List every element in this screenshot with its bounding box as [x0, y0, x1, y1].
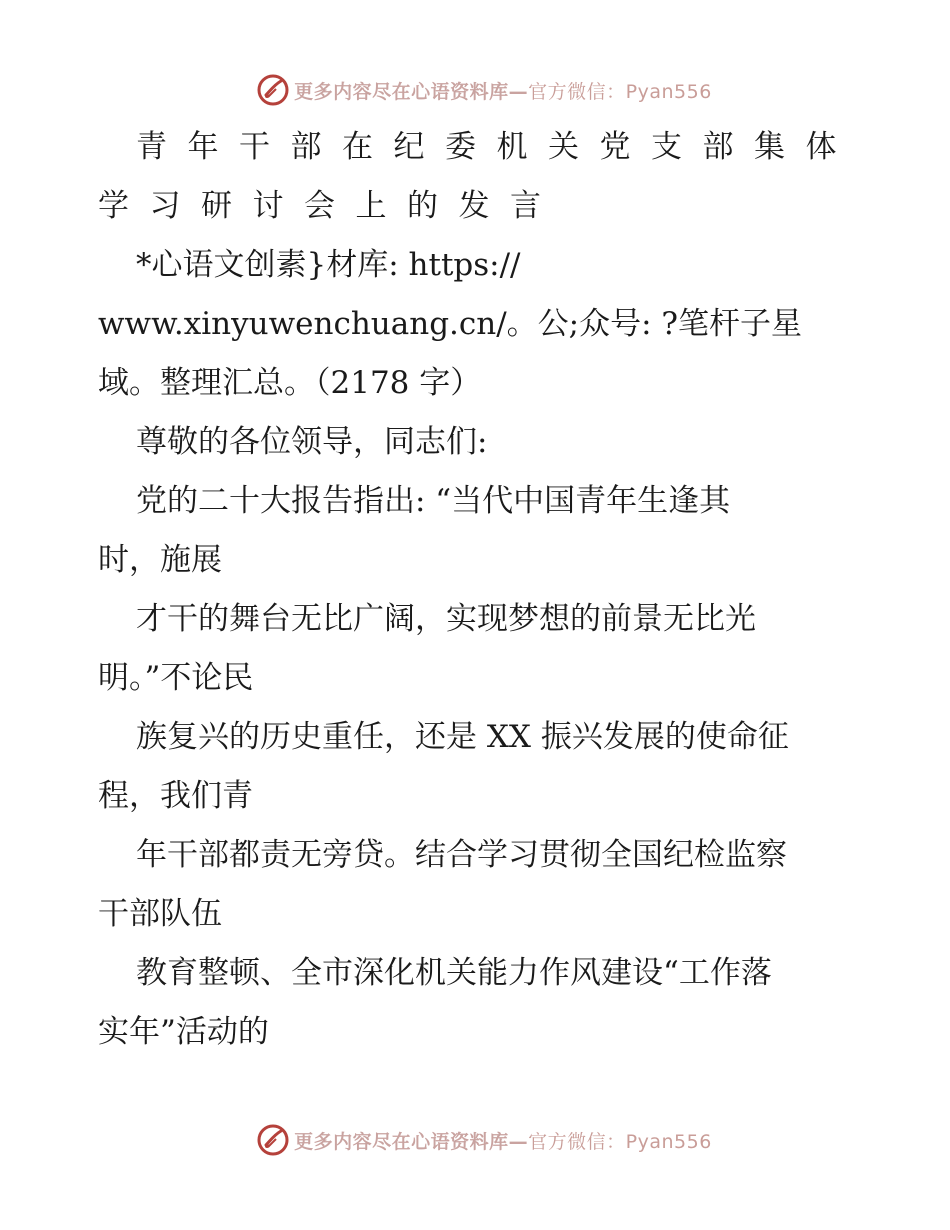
paragraph-line: 族复兴的历史重任，还是 XX 振兴发展的使命征: [136, 719, 789, 755]
document-title-line: 青年干部在纪委机关党支部集体: [136, 129, 857, 165]
paragraph-line: 教育整顿、全市深化机关能力作风建设“工作落: [136, 955, 772, 991]
document-title-line: 学习研讨会上的发言: [98, 188, 562, 224]
footer-banner: [0, 1118, 950, 1162]
pen-logo-icon: [256, 73, 290, 107]
paragraph-line: 干部队伍: [98, 896, 222, 932]
paragraph-line: *心语文创素}材库: https://: [136, 247, 521, 283]
paragraph-line: 尊敬的各位领导，同志们:: [136, 424, 488, 460]
banner-contact: 官方微信：Pyan556: [528, 80, 712, 103]
paragraph-line: www.xinyuwenchuang.cn/。公;众号: ?笔杆子星: [98, 306, 803, 342]
banner-title: 更多内容尽在心语资料库—: [294, 80, 529, 103]
paragraph-line: 实年”活动的: [98, 1014, 269, 1050]
paragraph-line: 时，施展: [98, 542, 222, 578]
paragraph-line: 明。”不论民: [98, 660, 254, 696]
paragraph-line: 才干的舞台无比广阔，实现梦想的前景无比光: [136, 601, 756, 637]
banner-title: 更多内容尽在心语资料库—: [294, 1130, 529, 1153]
document-body: [98, 118, 858, 1062]
paragraph-line: 党的二十大报告指出: “当代中国青年生逢其: [136, 483, 731, 519]
banner-contact: 官方微信：Pyan556: [528, 1130, 712, 1153]
pen-logo-icon: [256, 1123, 290, 1157]
paragraph-line: 年干部都责无旁贷。结合学习贯彻全国纪检监察: [136, 837, 787, 873]
header-banner: [0, 68, 950, 112]
paragraph-line: 程，我们青: [98, 778, 253, 814]
paragraph-line: 域。整理汇总。（2178 字）: [98, 365, 482, 401]
